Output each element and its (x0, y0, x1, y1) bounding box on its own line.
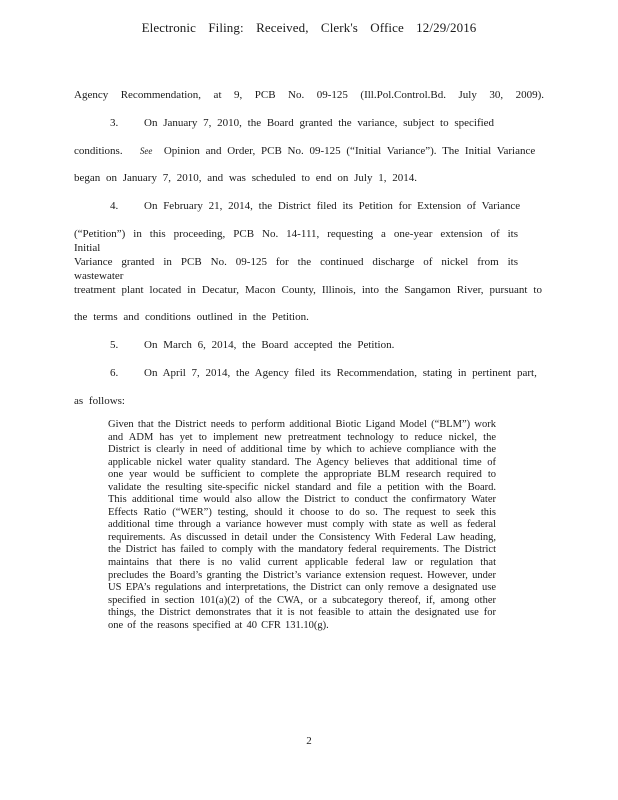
paragraph-3-line-3: began on January 7, 2010, and was scheduled to end on July 1, 2014. (74, 172, 417, 184)
page-number: 2 (306, 735, 312, 747)
paragraph-4-line-2: (“Petition”) in this proceeding, PCB No. 14-111, requesting a one-year extension of its Initial (74, 228, 518, 254)
paragraph-4-line-5: the terms and conditions outlined in the Petition. (74, 311, 309, 323)
paragraph-6-number: 6. (110, 367, 119, 379)
paragraph-4-number: 4. (110, 200, 119, 212)
conditions-text: conditions. (74, 145, 123, 157)
initial-variance-citation: Opinion and Order, PCB No. 09-125 (“Initial Variance”). The Initial Variance (163, 145, 536, 157)
paragraph-4-line-4: treatment plant located in Decatur, Macon County, Illinois, into the Sangamon River, pursuant to (74, 284, 542, 296)
paragraph-6-line-1 (110, 366, 537, 380)
paragraph-3-line-2 (74, 144, 544, 158)
continued-citation-line: Agency Recommendation, at 9, PCB No. 09-125 (Ill.Pol.Control.Bd. July 30, 2009). (74, 89, 544, 101)
paragraph-4-line-3: Variance granted in PCB No. 09-125 for the continued discharge of nickel from its wastewater (74, 256, 518, 282)
paragraph-3-line-1 (110, 116, 495, 130)
paragraph-6-text: On April 7, 2014, the Agency filed its Recommendation, stating in pertinent part, (144, 367, 537, 379)
see-signal: See (139, 146, 153, 156)
agency-recommendation-block-quote: Given that the District needs to perform additional Biotic Ligand Model (“BLM”) work and ADM has yet to implement new pretreatment technology to reduce nickel, the District is clearly in need of additional time by which to achieve compliance with the applicable nickel water quality standard. The Agency believes that additional time of one year would be sufficient to complete the appropriate BLM research required to validate the resulting site-specific nickel standard and file a petition with the Board. This additional time would also allow the District to conduct the confirmatory Water Effects Ratio (“WER”) testing, should it choose to do so. The request to seek this additional time through a variance however must comply with state as well as federal requirements. As discussed in detail under the Consistency With Federal Law heading, the District has failed to comply with the mandatory federal requirements. The District maintains that there is no valid current applicable federal law or regulation that precludes the Board’s granting the District’s variance extension request. However, under US EPA’s regulations and interpretations, the District can only remove a designated use specified in section 101(a)(2) of the CWA, or a subcategory thereof, if, among other things, the District demonstrates that it is not feasible to attain the designated use for one of the reasons specified at 40 CFR 131.10(g). (108, 419, 496, 631)
paragraph-6-line-2: as follows: (74, 395, 125, 407)
filing-stamp-header: Electronic Filing: Received, Clerk's Office 12/29/2016 (141, 20, 477, 35)
paragraph-5-text: On March 6, 2014, the Board accepted the Petition. (144, 339, 395, 351)
paragraph-3-number: 3. (110, 117, 119, 129)
paragraph-5-line-1 (110, 338, 580, 352)
paragraph-4-line-1 (110, 199, 521, 213)
paragraph-3-text: On January 7, 2010, the Board granted the variance, subject to specified (144, 117, 495, 129)
paragraph-4-text: On February 21, 2014, the District filed its Petition for Extension of Variance (144, 200, 521, 212)
paragraph-5-number: 5. (110, 339, 119, 351)
